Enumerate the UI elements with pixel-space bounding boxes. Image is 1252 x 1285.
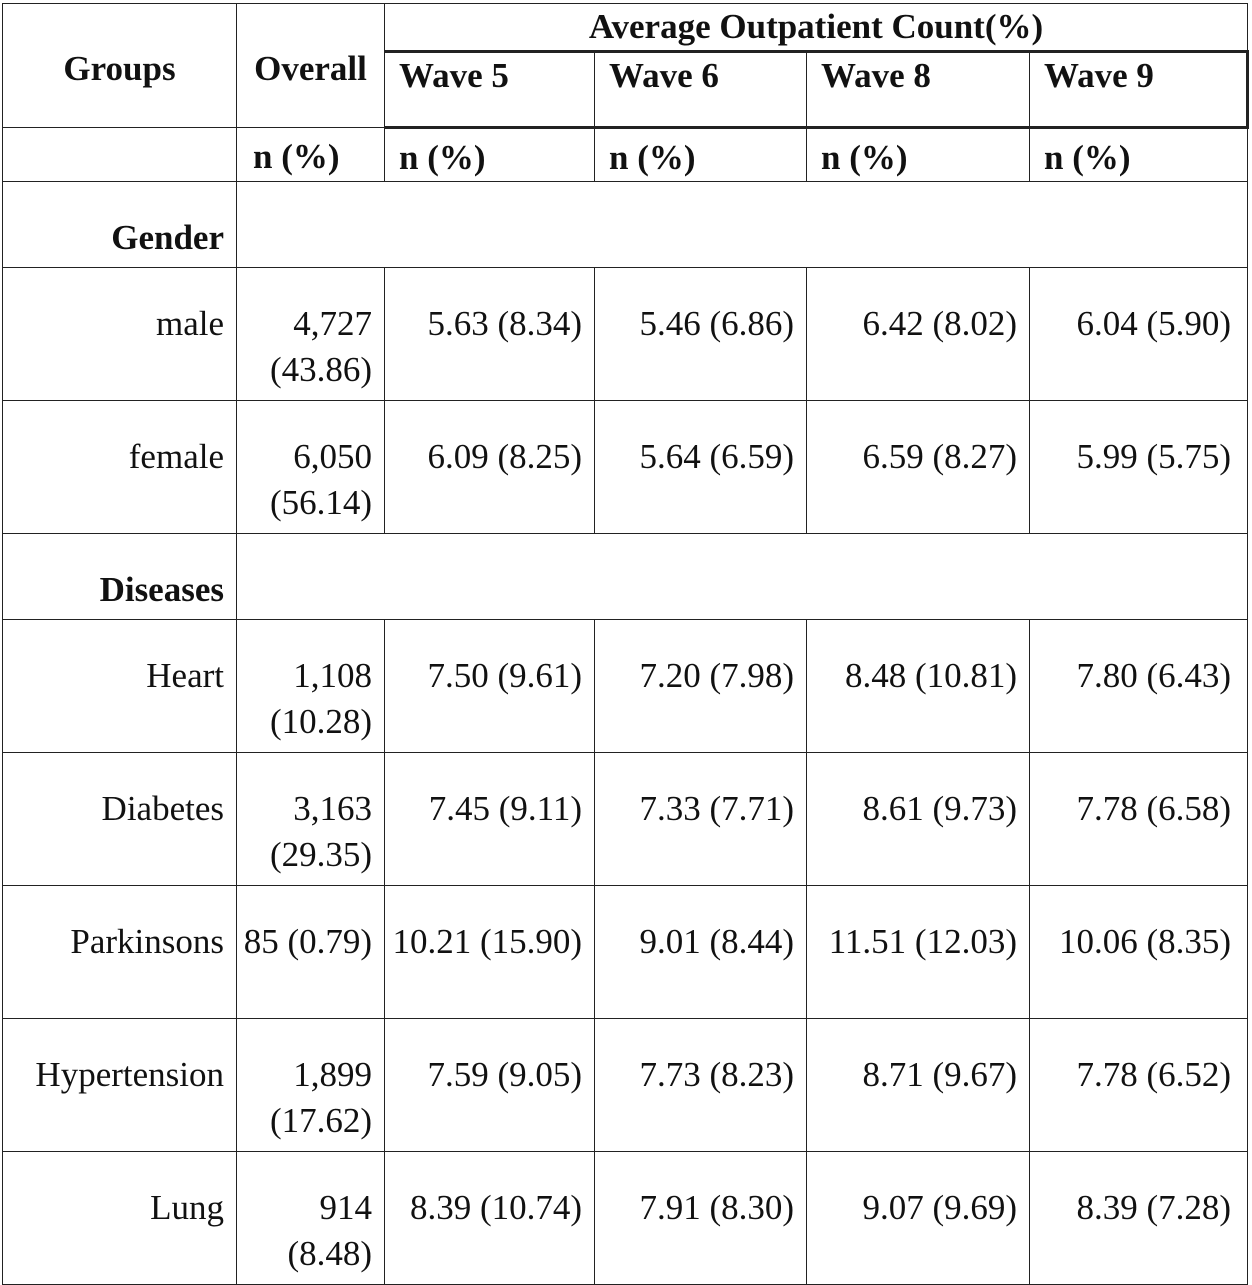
cell-w6: 9.01 (8.44) [595, 886, 807, 1019]
overall-units: n (%) [237, 128, 385, 182]
row-label: female [3, 401, 237, 534]
cell-w8: 11.51 (12.03) [807, 886, 1030, 1019]
cell-w8: 9.07 (9.69) [807, 1152, 1030, 1285]
section-label: Diseases [3, 534, 237, 620]
table-row [3, 1152, 1248, 1285]
wave-9-units: n (%) [1030, 128, 1248, 182]
overall-header: Overall [237, 4, 385, 128]
table-row [3, 886, 1248, 1019]
cell-w9: 10.06 (8.35) [1030, 886, 1248, 1019]
section-label: Gender [3, 182, 237, 268]
cell-w6: 7.20 (7.98) [595, 620, 807, 753]
cell-w8: 6.42 (8.02) [807, 268, 1030, 401]
cell-overall: 3,163 (29.35) [237, 753, 385, 886]
table-row [3, 268, 1248, 401]
cell-w8: 8.48 (10.81) [807, 620, 1030, 753]
cell-w6: 7.91 (8.30) [595, 1152, 807, 1285]
row-label: Heart [3, 620, 237, 753]
wave-9-header: Wave 9 [1030, 52, 1248, 128]
cell-w6: 7.73 (8.23) [595, 1019, 807, 1152]
cell-w5: 7.45 (9.11) [385, 753, 595, 886]
table-row [3, 620, 1248, 753]
groups-units-empty [3, 128, 237, 182]
average-outpatient-header: Average Outpatient Count(%) [385, 4, 1248, 52]
cell-w5: 8.39 (10.74) [385, 1152, 595, 1285]
cell-w9: 7.80 (6.43) [1030, 620, 1248, 753]
wave-8-header: Wave 8 [807, 52, 1030, 128]
cell-w5: 7.59 (9.05) [385, 1019, 595, 1152]
cell-w5: 7.50 (9.61) [385, 620, 595, 753]
cell-overall: 4,727 (43.86) [237, 268, 385, 401]
cell-overall: 1,899 (17.62) [237, 1019, 385, 1152]
cell-w9: 6.04 (5.90) [1030, 268, 1248, 401]
outpatient-table [2, 3, 1249, 1285]
cell-w9: 8.39 (7.28) [1030, 1152, 1248, 1285]
row-label: Diabetes [3, 753, 237, 886]
row-label: Hypertension [3, 1019, 237, 1152]
wave-5-header: Wave 5 [385, 52, 595, 128]
cell-w5: 5.63 (8.34) [385, 268, 595, 401]
table-row [3, 1019, 1248, 1152]
header-row-top [3, 4, 1248, 52]
groups-header: Groups [3, 4, 237, 128]
cell-w9: 5.99 (5.75) [1030, 401, 1248, 534]
cell-w6: 5.46 (6.86) [595, 268, 807, 401]
row-label: Lung [3, 1152, 237, 1285]
wave-6-header: Wave 6 [595, 52, 807, 128]
row-label: male [3, 268, 237, 401]
cell-w9: 7.78 (6.52) [1030, 1019, 1248, 1152]
cell-w5: 10.21 (15.90) [385, 886, 595, 1019]
section-empty [237, 182, 1248, 268]
cell-w8: 8.71 (9.67) [807, 1019, 1030, 1152]
cell-w6: 5.64 (6.59) [595, 401, 807, 534]
header-row-units [3, 128, 1248, 182]
wave-5-units: n (%) [385, 128, 595, 182]
table-row [3, 401, 1248, 534]
table-row [3, 753, 1248, 886]
cell-w6: 7.33 (7.71) [595, 753, 807, 886]
section-row [3, 182, 1248, 268]
cell-w8: 6.59 (8.27) [807, 401, 1030, 534]
cell-w9: 7.78 (6.58) [1030, 753, 1248, 886]
cell-overall: 1,108 (10.28) [237, 620, 385, 753]
cell-overall: 6,050 (56.14) [237, 401, 385, 534]
cell-overall: 914 (8.48) [237, 1152, 385, 1285]
cell-w5: 6.09 (8.25) [385, 401, 595, 534]
section-empty [237, 534, 1248, 620]
cell-w8: 8.61 (9.73) [807, 753, 1030, 886]
cell-overall: 85 (0.79) [237, 886, 385, 1019]
row-label: Parkinsons [3, 886, 237, 1019]
section-row [3, 534, 1248, 620]
wave-6-units: n (%) [595, 128, 807, 182]
wave-8-units: n (%) [807, 128, 1030, 182]
